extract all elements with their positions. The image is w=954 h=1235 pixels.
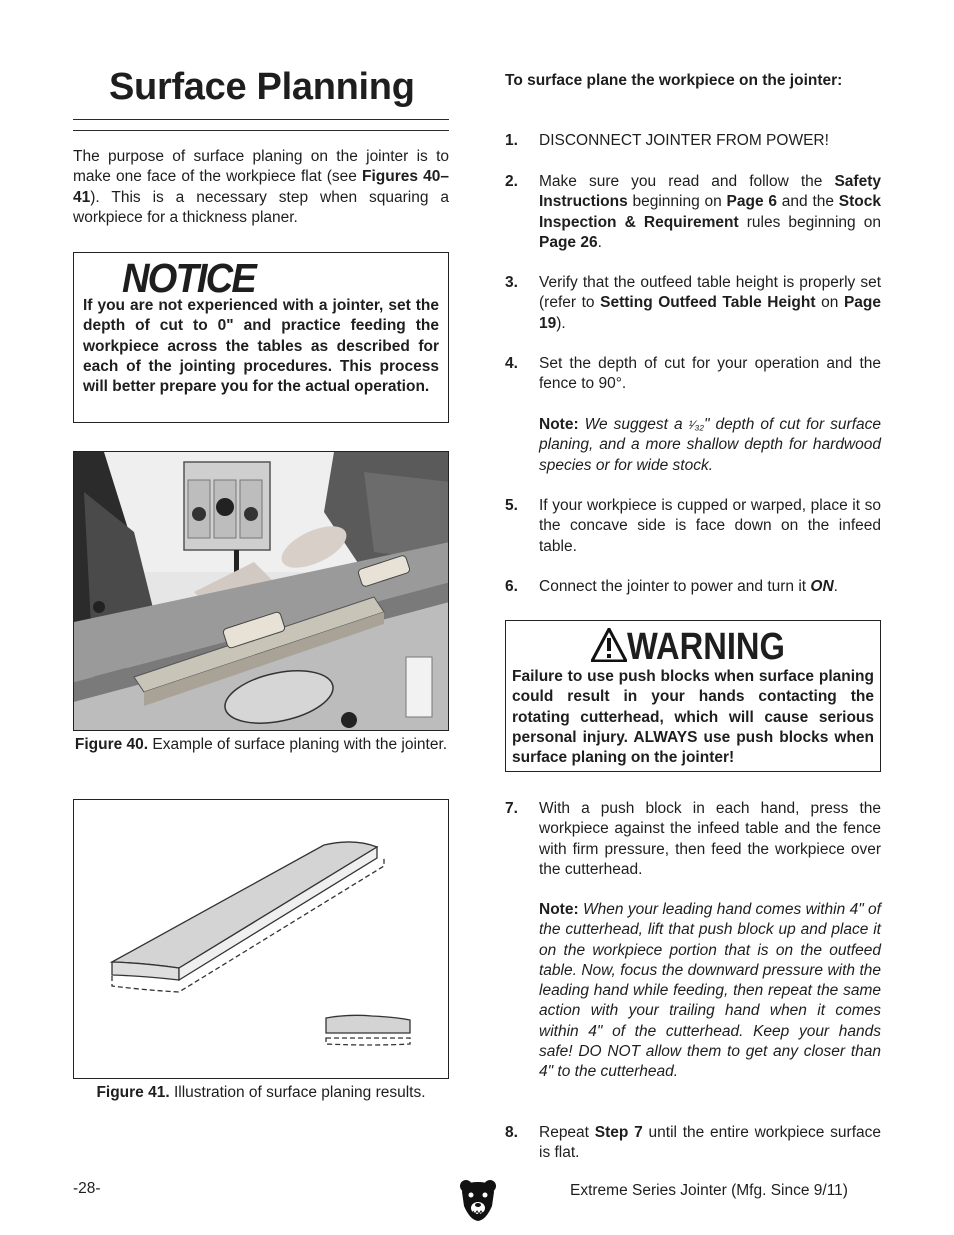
surface-planing-diagram — [74, 800, 449, 1079]
step-6-part: . — [833, 578, 838, 595]
step-2-part: beginning on — [627, 193, 727, 211]
note-label: Note: — [539, 901, 579, 918]
step-7-text: With a push block in each hand, press the workpiece against the infeed table and the fence with firm pressure, then feed the workpiece over the cutterhead. — [539, 800, 881, 878]
jointer-photo-illustration — [74, 452, 449, 731]
step-4-number: 4. — [505, 355, 518, 372]
step-1-number: 1. — [505, 132, 518, 149]
bear-logo-icon — [458, 1178, 498, 1222]
step-3-section-ref: Setting Outfeed Table Height — [600, 294, 816, 312]
warning-triangle-icon — [591, 628, 627, 662]
figure-40-photo — [73, 451, 449, 731]
step-8-part: until the entire workpiece surface is flat. — [539, 1124, 881, 1162]
step-4-text: Set the depth of cut for your operation and the fence to 90°. — [539, 355, 881, 393]
title-rule-top — [73, 119, 449, 120]
step-2-page-ref-2: Page 26 — [539, 233, 598, 251]
step-3-part: ). — [556, 314, 566, 332]
figure-41-illustration — [73, 799, 449, 1079]
page-title: Surface Planning — [109, 66, 415, 108]
notice-text: If you are not experienced with a jointer, set the depth of cut to 0" and practice feeding the workpiece across the tables as described for each of the jointing procedures. This process will better prepare you for the actual operation. — [83, 297, 439, 396]
figure-41-text: Illustration of surface planing results. — [169, 1084, 426, 1101]
figure-41-label: Figure 41. — [96, 1084, 170, 1101]
step-7-number: 7. — [505, 800, 518, 817]
step-8-text — [539, 1123, 881, 1164]
step-6-on: ON — [810, 578, 834, 595]
step-2-safety-ref: Safety Instructions — [539, 173, 881, 211]
figure-40-caption — [73, 735, 449, 755]
step-4-note — [539, 415, 881, 476]
note-text: We suggest a — [578, 416, 689, 433]
step-1-text: DISCONNECT JOINTER FROM POWER! — [539, 132, 829, 149]
intro-text-2: ). This is a necessary step when squaring a workpiece for a thickness planer. — [73, 188, 449, 226]
step-5-number: 5. — [505, 497, 518, 514]
note-label: Note: — [539, 416, 579, 433]
step-8-step-ref: Step 7 — [594, 1124, 643, 1141]
step-3-number: 3. — [505, 274, 518, 291]
intro-figures-ref: Figures 40–41 — [73, 168, 449, 206]
step-6-number: 6. — [505, 578, 518, 595]
step-6-text — [539, 577, 881, 597]
step-5-text: If your workpiece is cupped or warped, place it so the concave side is face down on the infeed table. — [539, 497, 881, 555]
figure-40-text: Example of surface planing with the jointer. — [148, 736, 448, 753]
step-2-part: and the — [777, 193, 839, 211]
step-6-part: Connect the jointer to power and turn it — [539, 578, 811, 595]
note-fraction: ¹⁄₃₂ — [688, 418, 704, 432]
note-text: " depth of cut for surface planing, and a more shallow depth for hardwood species or for wide stock. — [539, 416, 882, 474]
step-3-page-ref: Page 19 — [539, 294, 882, 332]
notice-heading: NOTICE — [122, 255, 255, 301]
note-text: When your leading hand comes within 4" of the cutterhead, lift that push block up and place it on the workpiece portion that is on the outfeed table. Now, focus the downward pressure with the leading hand while feeding, then repeat the same action with your trailing hand when it comes within 4" of the cutterhead. Keep your hands safe! DO NOT allow them to get any closer than 4" to the cutterhead. — [539, 901, 881, 1081]
step-2-text — [539, 172, 881, 253]
page-number: -28- — [73, 1180, 101, 1197]
warning-text: Failure to use push blocks when surface planing could result in your hands contacting the rotating cutterhead, which will cause serious personal injury. ALWAYS use push blocks when surface planing on the jointer! — [512, 668, 874, 767]
title-rule-bottom — [73, 130, 449, 131]
step-2-page-ref: Page 6 — [726, 193, 778, 211]
procedure-heading: To surface plane the workpiece on the jointer: — [505, 72, 843, 89]
step-8-number: 8. — [505, 1124, 518, 1141]
step-2-part: . — [597, 233, 602, 251]
step-2-part: Make sure you read and follow the — [539, 173, 835, 190]
step-3-part: Verify that the outfeed table height is properly set (refer to — [539, 274, 881, 312]
step-7-note — [539, 900, 881, 1083]
step-2-stock-ref: Stock Inspection & Requirement — [539, 193, 882, 231]
step-3-text — [539, 273, 881, 334]
figure-40-label: Figure 40. — [74, 736, 149, 753]
step-3-part: on — [815, 294, 844, 312]
step-2-part: rules beginning on — [738, 213, 881, 231]
step-2-number: 2. — [505, 173, 518, 190]
step-8-part: Repeat — [539, 1124, 595, 1141]
warning-heading: WARNING — [627, 626, 785, 668]
intro-text-1: The purpose of surface planing on the jointer is to make one face of the workpiece flat (see — [73, 148, 449, 186]
product-name: Extreme Series Jointer (Mfg. Since 9/11) — [570, 1182, 848, 1199]
intro-paragraph — [73, 147, 449, 228]
figure-41-caption — [73, 1083, 449, 1103]
